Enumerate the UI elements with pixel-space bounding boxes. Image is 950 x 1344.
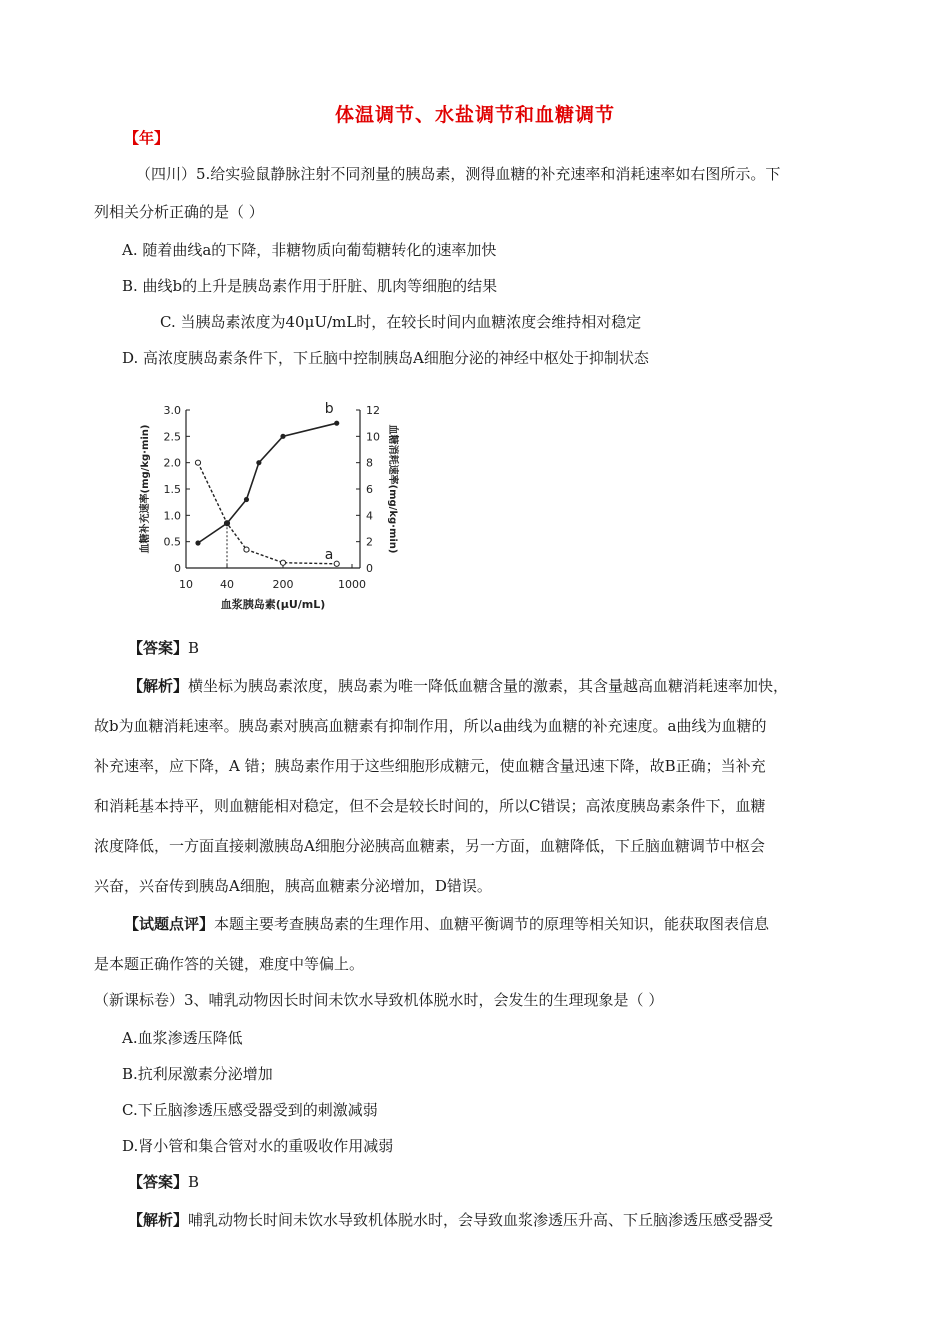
series-a-label: a <box>324 546 334 563</box>
series-b-line <box>198 423 337 543</box>
left-tick-label: 1.5 <box>163 483 181 496</box>
q2-analysis-line-1 <box>128 1210 773 1230</box>
x-tick-label: 10 <box>179 578 193 591</box>
right-tick-label: 0 <box>366 562 373 575</box>
x-tick-label: 1000 <box>338 578 366 591</box>
q1-analysis-text-1: 横坐标为胰岛素浓度，胰岛素为唯一降低血糖含量的激素，其含量越高血糖消耗速率加快， <box>188 677 789 695</box>
q2-option-d: D.肾小管和集合管对水的重吸收作用减弱 <box>122 1137 394 1155</box>
series-a-point <box>244 547 249 552</box>
x-tick-label: 40 <box>220 578 234 591</box>
left-tick-label: 2.5 <box>163 430 181 444</box>
right-y-axis-label: 血糖消耗速率(mg/kg·min) <box>387 424 398 554</box>
q1-analysis-line-5: 浓度降低，一方面直接刺激胰岛A细胞分泌胰高血糖素，另一方面，血糖降低，下丘脑血糖调节中枢会 <box>94 837 765 855</box>
q1-answer-value: B <box>188 639 200 657</box>
q2-analysis-text-1: 哺乳动物长时间未饮水导致机体脱水时，会导致血浆渗透压升高、下丘脑渗透压感受器受 <box>188 1211 774 1229</box>
q1-comment-text-1: 本题主要考查胰岛素的生理作用、血糖平衡调节的原理等相关知识，能获取图表信息 <box>214 915 770 933</box>
left-tick-label: 3.0 <box>163 404 181 417</box>
insulin-chart <box>0 396 950 626</box>
series-b-point <box>224 521 229 526</box>
q2-answer-label: 【答案】 <box>128 1173 189 1191</box>
right-tick-label: 6 <box>366 483 373 496</box>
q2-answer <box>128 1172 199 1192</box>
q1-option-a: A. 随着曲线a的下降，非糖物质向葡萄糖转化的速率加快 <box>122 241 497 259</box>
left-y-axis-label: 血糖补充速率(mg/kg·min) <box>140 424 151 554</box>
q2-option-b: B.抗利尿激素分泌增加 <box>122 1065 273 1083</box>
year-tag: 【年】 <box>124 129 170 147</box>
q1-answer <box>128 638 199 658</box>
q1-analysis-line-2: 故b为血糖消耗速率。胰岛素对胰高血糖素有抑制作用，所以a曲线为血糖的补充速度。a曲线为血糖的 <box>94 717 767 735</box>
q1-option-b: B. 曲线b的上升是胰岛素作用于肝脏、肌肉等细胞的结果 <box>122 277 498 295</box>
q1-stem-line-2: 列相关分析正确的是（ ） <box>94 203 264 221</box>
q2-option-c: C.下丘脑渗透压感受器受到的刺激减弱 <box>122 1101 378 1119</box>
right-tick-label: 8 <box>366 456 373 470</box>
q1-comment-line-1 <box>124 914 769 934</box>
series-a-line <box>198 463 337 564</box>
right-tick-label: 10 <box>366 430 380 444</box>
series-a-point <box>334 561 339 566</box>
x-tick-label: 200 <box>272 578 294 591</box>
q1-analysis-line-3: 补充速率，应下降，A 错；胰岛素作用于这些细胞形成糖元，使血糖含量迅速下降，故B正确；当补充 <box>94 757 766 775</box>
q1-analysis-label: 【解析】 <box>128 677 189 695</box>
right-tick-label: 4 <box>366 509 373 523</box>
series-a-point <box>195 460 200 465</box>
left-tick-label: 0.5 <box>163 535 181 549</box>
q1-option-d: D. 高浓度胰岛素条件下，下丘脑中控制胰岛A细胞分泌的神经中枢处于抑制状态 <box>122 349 649 367</box>
q1-option-c: C. 当胰岛素浓度为40μU/mL时，在较长时间内血糖浓度会维持相对稳定 <box>160 313 642 331</box>
q1-analysis-line-6: 兴奋，兴奋传到胰岛A细胞，胰高血糖素分泌增加，D错误。 <box>94 877 492 895</box>
series-b-point <box>334 421 339 426</box>
q1-comment-line-2: 是本题正确作答的关键，难度中等偏上。 <box>94 955 365 973</box>
series-b-label: b <box>324 401 334 418</box>
q1-analysis-line-1 <box>128 676 788 696</box>
right-tick-label: 12 <box>366 404 380 417</box>
q2-option-a: A.血浆渗透压降低 <box>122 1029 243 1047</box>
series-b-point <box>195 540 200 545</box>
q1-comment-label: 【试题点评】 <box>124 915 215 933</box>
x-axis-label: 血浆胰岛素(μU/mL) <box>220 598 326 611</box>
q1-analysis-line-4: 和消耗基本持平，则血糖能相对稳定，但不会是较长时间的，所以C错误；高浓度胰岛素条件下，血糖 <box>94 797 766 815</box>
left-tick-label: 0 <box>174 562 181 575</box>
left-tick-label: 1.0 <box>163 509 181 523</box>
q1-stem-line-1: （四川）5.给实验鼠静脉注射不同剂量的胰岛素，测得血糖的补充速率和消耗速率如右图所示。下 <box>136 165 781 183</box>
q1-answer-label: 【答案】 <box>128 639 189 657</box>
series-b-point <box>244 497 249 502</box>
q2-answer-value: B <box>188 1173 200 1191</box>
series-a-point <box>280 560 285 565</box>
series-b-point <box>256 460 261 465</box>
q2-analysis-label: 【解析】 <box>128 1211 189 1229</box>
left-tick-label: 2.0 <box>163 456 181 470</box>
series-b-point <box>280 434 285 439</box>
q2-stem: （新课标卷）3、哺乳动物因长时间未饮水导致机体脱水时，会发生的生理现象是（ ） <box>94 991 664 1009</box>
right-tick-label: 2 <box>366 535 373 549</box>
document-title: 体温调节、水盐调节和血糖调节 <box>334 104 615 126</box>
